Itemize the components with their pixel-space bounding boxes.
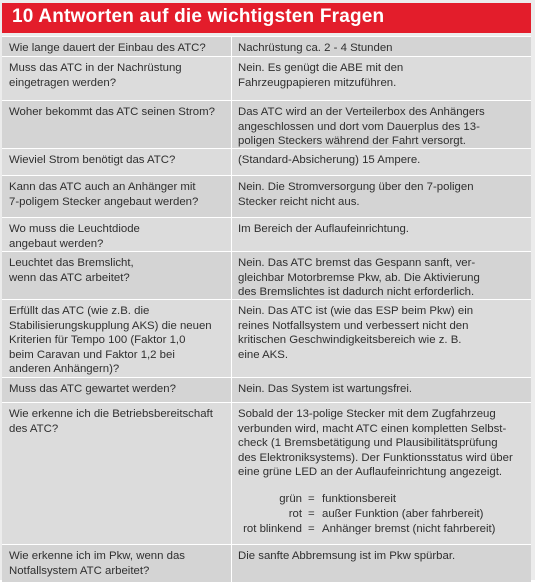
- faq-answer-line: poligen Steckers während der Fahrt versorgt.: [238, 135, 466, 147]
- faq-question-line: Woher bekommt das ATC seinen Strom?: [9, 106, 215, 118]
- faq-row: [2, 100, 531, 148]
- column-divider: [231, 37, 232, 56]
- header-bar: [2, 3, 531, 33]
- faq-answer-line: kritischen Geschwindigkeitsbereich wie z. B.: [238, 334, 462, 346]
- column-divider: [231, 176, 232, 217]
- legend-equals: =: [308, 522, 315, 535]
- column-divider: [231, 300, 232, 377]
- faq-question: [9, 180, 224, 209]
- faq-row: [2, 299, 531, 377]
- faq-answer-line: verbunden wird, macht ATC einen kompletten Selbst-: [238, 422, 507, 435]
- faq-answer: [238, 105, 526, 149]
- faq-answer: [238, 382, 526, 397]
- column-divider: [231, 252, 232, 299]
- faq-answer-line: Nein. Das ATC bremst das Gespann sanft, ver-: [238, 257, 476, 269]
- faq-row: [2, 251, 531, 299]
- faq-question: [9, 105, 224, 120]
- faq-question-line: Leuchtet das Bremslicht,: [9, 257, 134, 269]
- faq-answer-line: angeschlossen und dort vom Dauerplus des 13-: [238, 120, 480, 133]
- faq-question: [9, 222, 224, 251]
- column-divider: [231, 57, 232, 100]
- faq-answer: [238, 222, 526, 237]
- faq-question-line: Wie lange dauert der Einbau des ATC?: [9, 42, 206, 54]
- faq-answer: [238, 304, 526, 362]
- legend-row: [238, 507, 526, 522]
- legend-description: Anhänger bremst (nicht fahrbereit): [322, 522, 496, 535]
- led-status-legend: [238, 492, 526, 537]
- faq-question-line: Notfallsystem ATC arbeitet?: [9, 564, 150, 577]
- faq-question-line: Kriterien für Tempo 100 (Faktor 1,0: [9, 334, 186, 346]
- legend-row: [238, 492, 526, 507]
- faq-answer: [238, 61, 526, 90]
- faq-answer-line: Nein. Es genügt die ABE mit den: [238, 62, 404, 74]
- faq-question: [9, 153, 224, 168]
- faq-answer-line: Nein. Das System ist wartungsfrei.: [238, 383, 413, 395]
- legend-description: außer Funktion (aber fahrbereit): [322, 507, 484, 520]
- faq-answer-line: reines Notfallsystem und verbessert nicht den: [238, 319, 469, 332]
- faq-answer-line: des Bremslichtes ist dadurch nicht erforderlich.: [238, 286, 475, 298]
- faq-question-line: Stabilisierungskupplung AKS) die neuen: [9, 319, 212, 332]
- faq-question-line: Wieviel Strom benötigt das ATC?: [9, 154, 176, 166]
- faq-answer-line: Die sanfte Abbremsung ist im Pkw spürbar.: [238, 550, 456, 562]
- faq-row: [2, 175, 531, 217]
- legend-description: funktionsbereit: [322, 492, 397, 505]
- faq-row: [2, 148, 531, 175]
- faq-row: [2, 56, 531, 100]
- faq-row: [2, 36, 531, 56]
- faq-question-line: Muss das ATC in der Nachrüstung: [9, 62, 182, 74]
- faq-question: [9, 304, 224, 377]
- faq-question-line: Wo muss die Leuchtdiode: [9, 223, 140, 235]
- faq-question-line: des ATC?: [9, 422, 59, 435]
- page-title: 10 Antworten auf die wichtigsten Fragen: [12, 6, 385, 27]
- faq-answer-line: eine grüne LED an der Auflaufeinrichtung angezeigt.: [238, 466, 503, 478]
- faq-question-line: Muss das ATC gewartet werden?: [9, 383, 176, 395]
- faq-question: [9, 41, 224, 56]
- faq-question: [9, 61, 224, 90]
- faq-row: [2, 377, 531, 402]
- faq-question: [9, 407, 224, 436]
- faq-answer: [238, 256, 526, 300]
- faq-answer-line: eine AKS.: [238, 348, 289, 361]
- faq-answer-line: Sobald der 13-polige Stecker mit dem Zugfahrzeug: [238, 408, 496, 420]
- faq-answer: [238, 407, 526, 537]
- faq-answer-line: gleichbar Motorbremse Pkw, ab. Die Aktivierung: [238, 271, 480, 284]
- faq-answer: [238, 180, 526, 209]
- column-divider: [231, 218, 232, 251]
- legend-label: rot: [288, 507, 302, 520]
- legend-label: rot blinkend: [243, 522, 302, 535]
- faq-question-line: anderen Anhängern)?: [9, 363, 120, 375]
- column-divider: [231, 149, 232, 175]
- faq-question-line: Wie erkenne ich im Pkw, wenn das: [9, 550, 185, 562]
- faq-answer-line: check (1 Bremsbetätigung und Plausibilitätsprüfung: [238, 437, 498, 449]
- faq-row: [2, 402, 531, 544]
- faq-question-line: Erfüllt das ATC (wie z.B. die: [9, 305, 150, 317]
- faq-answer-line: Nein. Das ATC ist (wie das ESP beim Pkw) ein: [238, 305, 474, 317]
- faq-question-line: Kann das ATC auch an Anhänger mit: [9, 181, 196, 193]
- column-divider: [231, 403, 232, 544]
- faq-answer-line: Fahrzeugpapieren mitzuführen.: [238, 76, 397, 89]
- faq-question-line: beim Caravan und Faktor 1,2 bei: [9, 348, 175, 361]
- faq-question-line: eingetragen werden?: [9, 76, 117, 89]
- legend-label: grün: [279, 492, 302, 505]
- faq-question-line: 7-poligem Stecker angebaut werden?: [9, 195, 199, 208]
- column-divider: [231, 101, 232, 148]
- faq-answer-line: Nachrüstung ca. 2 - 4 Stunden: [238, 42, 393, 54]
- faq-row: [2, 544, 531, 582]
- faq-question-line: Wie erkenne ich die Betriebsbereitschaft: [9, 408, 213, 420]
- faq-question-line: angebaut werden?: [9, 237, 104, 250]
- legend-equals: =: [308, 492, 315, 505]
- faq-answer-line: Stecker reicht nicht aus.: [238, 195, 360, 208]
- legend-row: [238, 522, 526, 537]
- faq-answer-line: Nein. Die Stromversorgung über den 7-poligen: [238, 181, 474, 193]
- column-divider: [231, 545, 232, 582]
- legend-equals: =: [308, 507, 315, 520]
- faq-row: [2, 217, 531, 251]
- faq-question: [9, 256, 224, 285]
- faq-question-line: wenn das ATC arbeitet?: [9, 271, 130, 284]
- faq-answer: [238, 41, 526, 56]
- faq-answer-line: des Elektroniksystems). Der Funktionsstatus wird über: [238, 451, 513, 464]
- faq-question: [9, 382, 224, 397]
- faq-answer: [238, 549, 526, 564]
- faq-answer: [238, 153, 526, 168]
- faq-answer-line: Das ATC wird an der Verteilerbox des Anhängers: [238, 106, 485, 118]
- faq-question: [9, 549, 224, 578]
- faq-answer-line: (Standard-Absicherung) 15 Ampere.: [238, 154, 421, 166]
- column-divider: [231, 378, 232, 402]
- faq-answer-line: Im Bereich der Auflaufeinrichtung.: [238, 223, 409, 235]
